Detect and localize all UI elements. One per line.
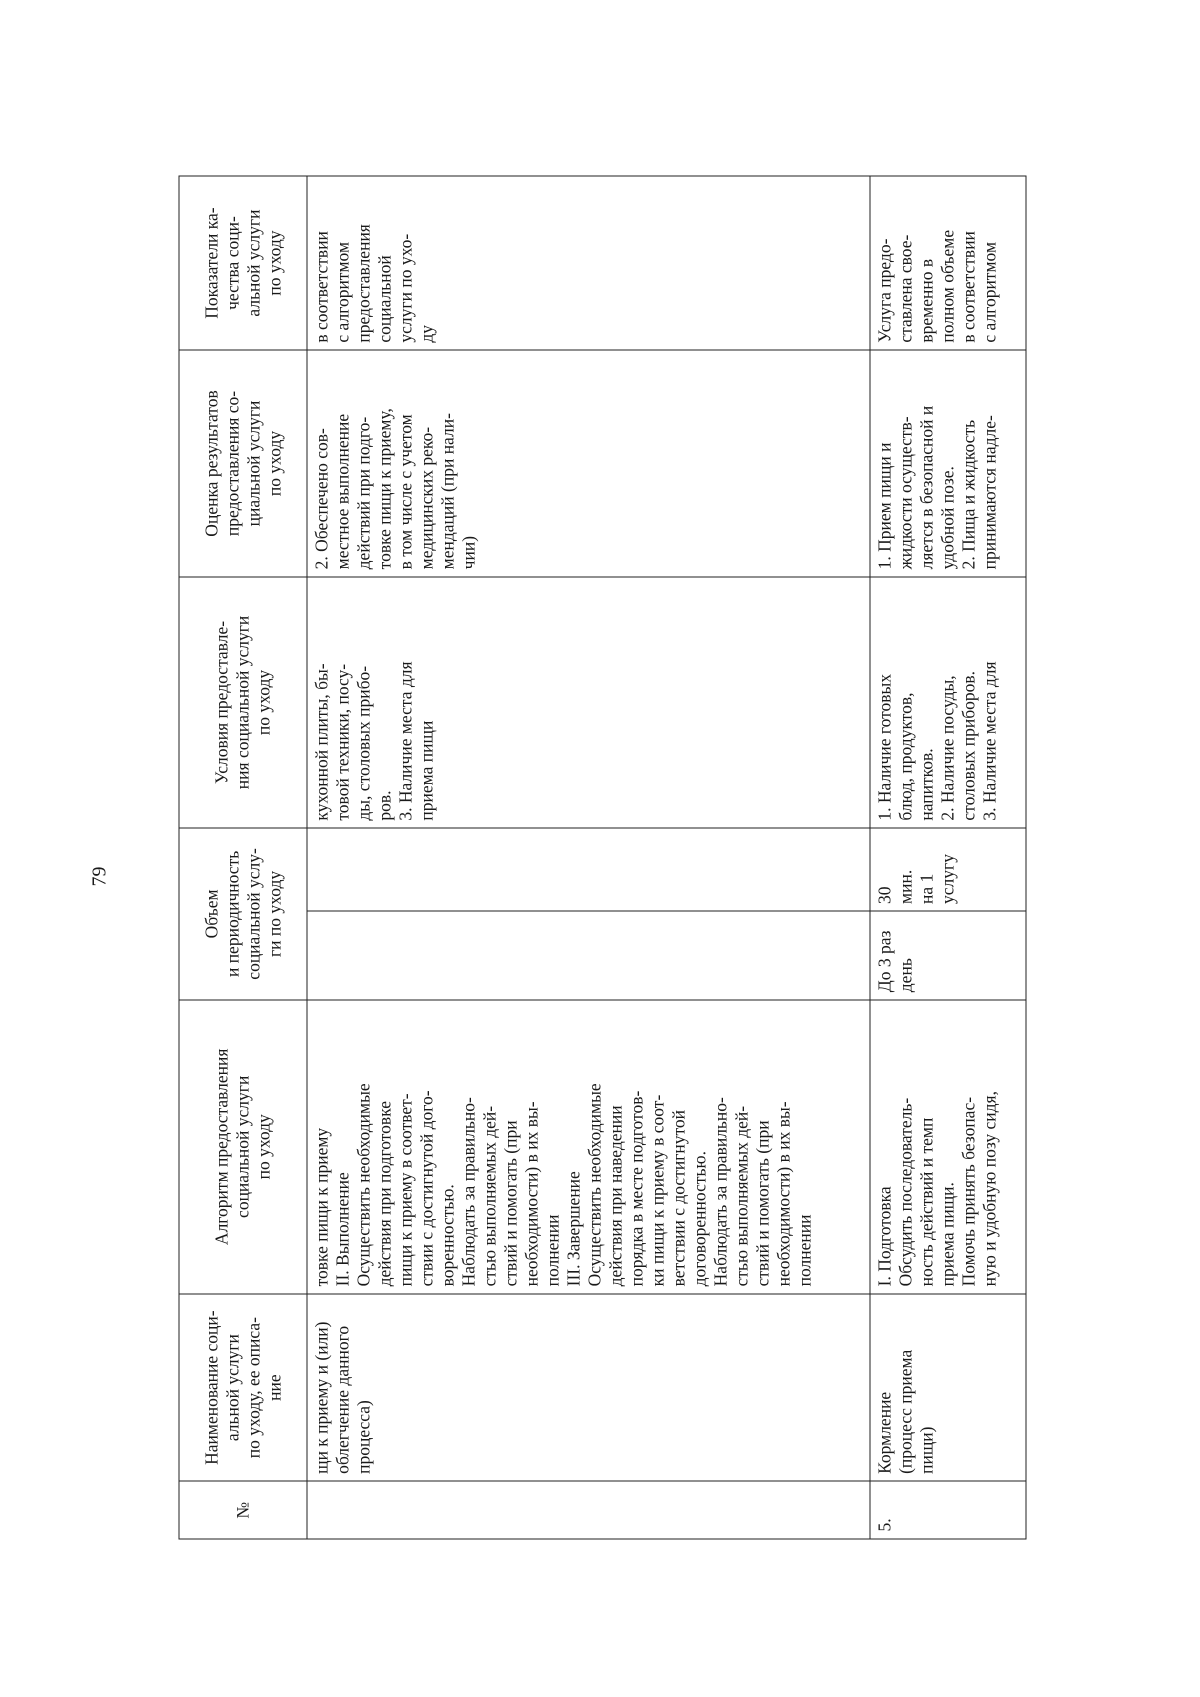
page-number: 79 [88, 866, 111, 887]
header-service-name: Наименование соци- альной услуги по уходу, ее описа- ние [179, 1294, 307, 1482]
cell-algorithm: I. Подготовка Обсудить последователь- ность действий и темп приема пищи. Помочь принять безопас- ную и удобную позу сидя, [870, 1000, 1026, 1294]
cell-algorithm: товке пищи к приему II. Выполнение Осуществить необходимые действия при подготовке пищи к приему в соответ- ствии с достигнутой дого- воренностью. Наблюдать за правильно- стью выполняемых дей- ствий и помогать (при необходимости) в их вы- полнении III. Завершение Осуществить необходимые действия при наведении порядка в месте подготов- ки пищи к приему в соот- ветствии с достигнутой договоренностью. Наблюдать за правильно- стью выполняемых дей- ствий и помогать (при необходимости) в их вы- полнении [307, 1000, 870, 1294]
cell-service-name: щи к приему и (или) облегчение данного процесса) [307, 1294, 870, 1482]
cell-evaluation: 1. Прием пищи и жидкости осуществ- ляется в безопасной и удобной позе. 2. Пища и жидкость принимаются надле- [870, 350, 1026, 577]
cell-conditions: кухонной плиты, бы- товой техники, посу- ды, столовых прибо- ров. 3. Наличие места для приема пищи [307, 577, 870, 828]
cell-duration: 30 мин. на 1 услугу [870, 828, 1026, 911]
table-container [179, 176, 1026, 1540]
table-row [870, 176, 1026, 1539]
table-row [307, 176, 870, 1539]
cell-frequency: До 3 раз день [870, 911, 1026, 999]
cell-frequency [307, 911, 870, 999]
cell-number [307, 1481, 870, 1539]
header-algorithm: Алгоритм предоставления социальной услуги по уходу [179, 1000, 307, 1294]
table-header-row [179, 176, 307, 1539]
care-services-table [179, 176, 1027, 1540]
cell-quality: в соответствии с алгоритмом предоставления социальной услуги по ухо- ду [307, 176, 870, 350]
cell-number: 5. [870, 1481, 1026, 1539]
header-quality: Показатели ка- чества соци- альной услуги по уходу [179, 176, 307, 350]
header-volume-frequency: Объем и периодичность социальной услу- ги по уходу [179, 828, 307, 1000]
header-number: № [179, 1481, 307, 1539]
header-evaluation: Оценка результатов предоставления со- циальной услуги по уходу [179, 350, 307, 577]
cell-evaluation: 2. Обеспечено сов- местное выполнение действий при подго- товке пищи к приему, в том числе с учетом медицинских реко- мендаций (при нали- чии) [307, 350, 870, 577]
cell-conditions: 1. Наличие готовых блюд, продуктов, напитков. 2. Наличие посуды, столовых приборов. 3. Наличие места для [870, 577, 1026, 828]
cell-duration [307, 828, 870, 911]
cell-service-name: Кормление (процесс приема пищи) [870, 1294, 1026, 1482]
cell-quality: Услуга предо- ставлена свое- временно в полном объеме в соответствии с алгоритмом [870, 176, 1026, 350]
header-conditions: Условия предоставле- ния социальной услуги по уходу [179, 577, 307, 828]
